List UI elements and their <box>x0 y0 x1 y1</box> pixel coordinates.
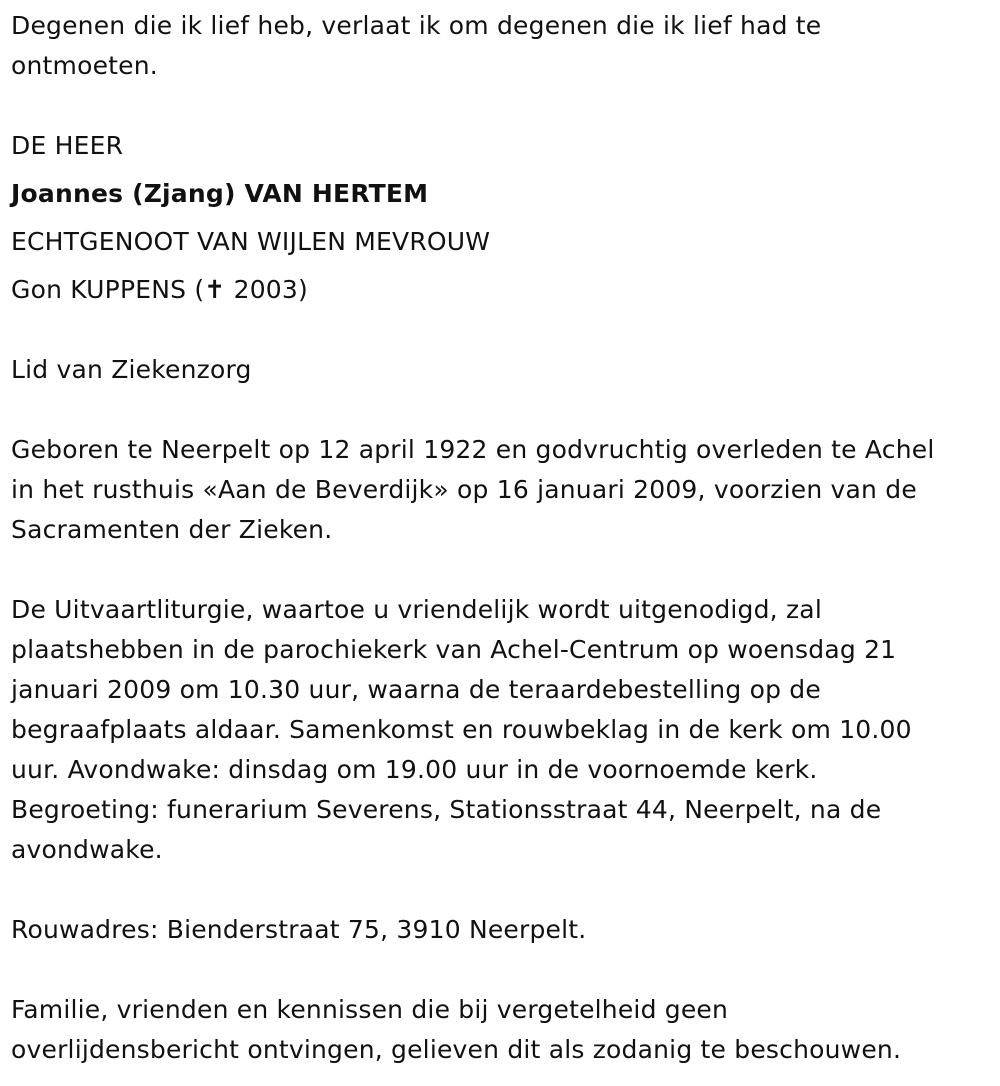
funeral-line: plaatshebben in de parochiekerk van Achel-Centrum op woensdag 21 <box>11 635 897 664</box>
funeral-line: januari 2009 om 10.30 uur, waarna de teraardebestelling op de <box>11 675 821 704</box>
funeral-line: De Uitvaartliturgie, waartoe u vriendelijk wordt uitgenodigd, zal <box>11 595 822 624</box>
funeral-line: Begroeting: funerarium Severens, Stationsstraat 44, Neerpelt, na de <box>11 795 882 824</box>
spouse-line: ECHTGENOOT VAN WIJLEN MEVROUW <box>11 227 491 256</box>
birth-death-line: Geboren te Neerpelt op 12 april 1922 en godvruchtig overleden te Achel <box>11 435 935 464</box>
spouse-name: Gon KUPPENS (✝ 2003) <box>11 275 308 304</box>
birth-death-line: Sacramenten der Zieken. <box>11 515 333 544</box>
mourning-address: Rouwadres: Bienderstraat 75, 3910 Neerpelt. <box>11 915 587 944</box>
closing-line: Familie, vrienden en kennissen die bij vergetelheid geen <box>11 995 729 1024</box>
closing-line: overlijdensbericht ontvingen, gelieven dit als zodanig te beschouwen. <box>11 1035 902 1064</box>
quote-line: Degenen die ik lief heb, verlaat ik om degenen die ik lief had te <box>11 11 822 40</box>
funeral-line: begraafplaats aldaar. Samenkomst en rouwbeklag in de kerk om 10.00 <box>11 715 912 744</box>
birth-death-line: in het rusthuis «Aan de Beverdijk» op 16 januari 2009, voorzien van de <box>11 475 917 504</box>
funeral-line: uur. Avondwake: dinsdag om 19.00 uur in de voornoemde kerk. <box>11 755 818 784</box>
funeral-line: avondwake. <box>11 835 163 864</box>
deceased-title: DE HEER <box>11 131 124 160</box>
membership: Lid van Ziekenzorg <box>11 355 252 384</box>
quote-line: ontmoeten. <box>11 51 158 80</box>
deceased-name: Joannes (Zjang) VAN HERTEM <box>11 179 429 208</box>
